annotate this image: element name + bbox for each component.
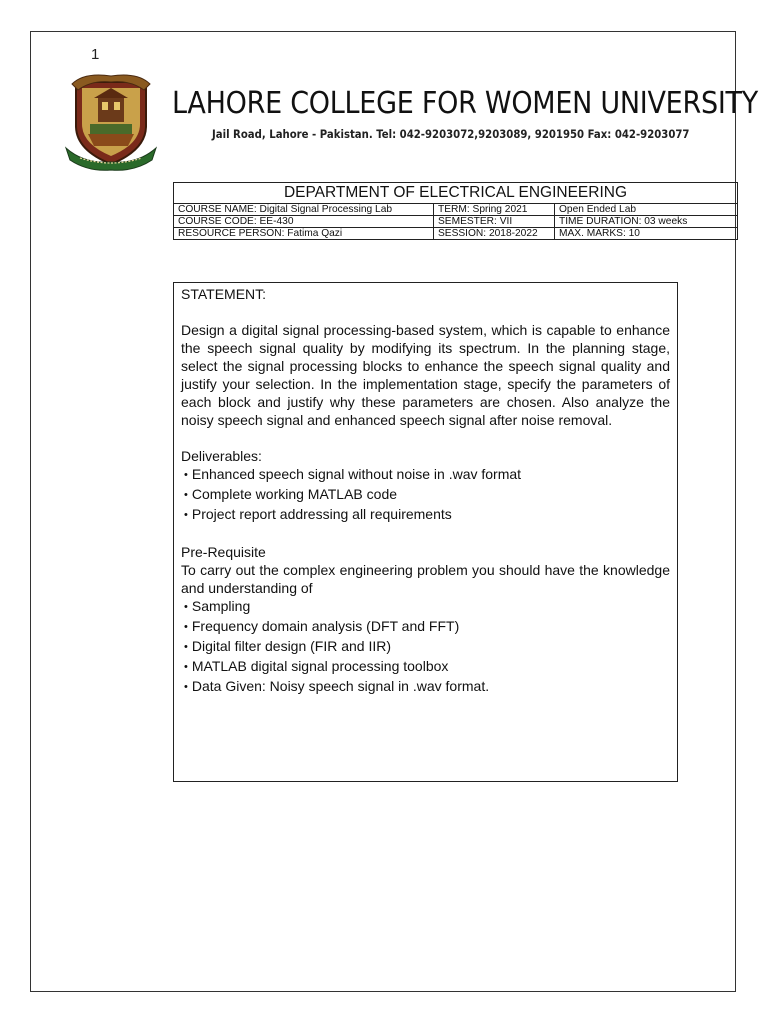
list-item: • Frequency domain analysis (DFT and FFT) xyxy=(181,617,670,637)
prerequisite-list xyxy=(181,597,670,697)
term: TERM: Spring 2021 xyxy=(434,204,555,216)
course-info-table xyxy=(173,182,738,240)
semester: SEMESTER: VII xyxy=(434,216,555,228)
time-duration: TIME DURATION: 03 weeks xyxy=(555,216,738,228)
department-row xyxy=(174,183,738,204)
department-title: DEPARTMENT OF ELECTRICAL ENGINEERING xyxy=(174,183,738,204)
university-name: LAHORE COLLEGE FOR WOMEN UNIVERSITY xyxy=(172,86,758,121)
session: SESSION: 2018-2022 xyxy=(434,228,555,240)
list-item: • Project report addressing all requirements xyxy=(181,505,670,525)
max-marks: MAX. MARKS: 10 xyxy=(555,228,738,240)
deliverables-title: Deliverables: xyxy=(181,448,262,464)
university-address: Jail Road, Lahore - Pakistan. Tel: 042-9203072,9203089, 9201950 Fax: 042-9203077 xyxy=(212,127,690,141)
lab-type: Open Ended Lab xyxy=(555,204,738,216)
prerequisite-title: Pre-Requisite xyxy=(181,544,266,560)
table-row xyxy=(174,204,738,216)
list-item: • Enhanced speech signal without noise in .wav format xyxy=(181,465,670,485)
university-logo xyxy=(64,68,158,172)
table-row xyxy=(174,216,738,228)
deliverables-list xyxy=(181,465,670,525)
statement-body: Design a digital signal processing-based system, which is capable to enhance the speech signal quality by modifying its spectrum. In the planning stage, select the signal processing blocks to enhance the speech signal quality and justify your selection. In the implementation stage, specify the parameters of each block and justify why these parameters are chosen. Also analyze the noisy speech signal and enhanced speech signal after noise removal. xyxy=(181,322,670,428)
table-row xyxy=(174,228,738,240)
prerequisite-body: To carry out the complex engineering problem you should have the knowledge and understanding of xyxy=(181,562,670,596)
list-item: • MATLAB digital signal processing toolbox xyxy=(181,657,670,677)
course-code: COURSE CODE: EE-430 xyxy=(174,216,434,228)
course-name: COURSE NAME: Digital Signal Processing Lab xyxy=(174,204,434,216)
list-item: • Complete working MATLAB code xyxy=(181,485,670,505)
statement-box xyxy=(173,282,678,782)
page-number: 1 xyxy=(91,46,100,63)
resource-person: RESOURCE PERSON: Fatima Qazi xyxy=(174,228,434,240)
list-item: • Data Given: Noisy speech signal in .wav format. xyxy=(181,677,670,697)
list-item: • Sampling xyxy=(181,597,670,617)
list-item: • Digital filter design (FIR and IIR) xyxy=(181,637,670,657)
statement-title: STATEMENT: xyxy=(181,286,267,302)
